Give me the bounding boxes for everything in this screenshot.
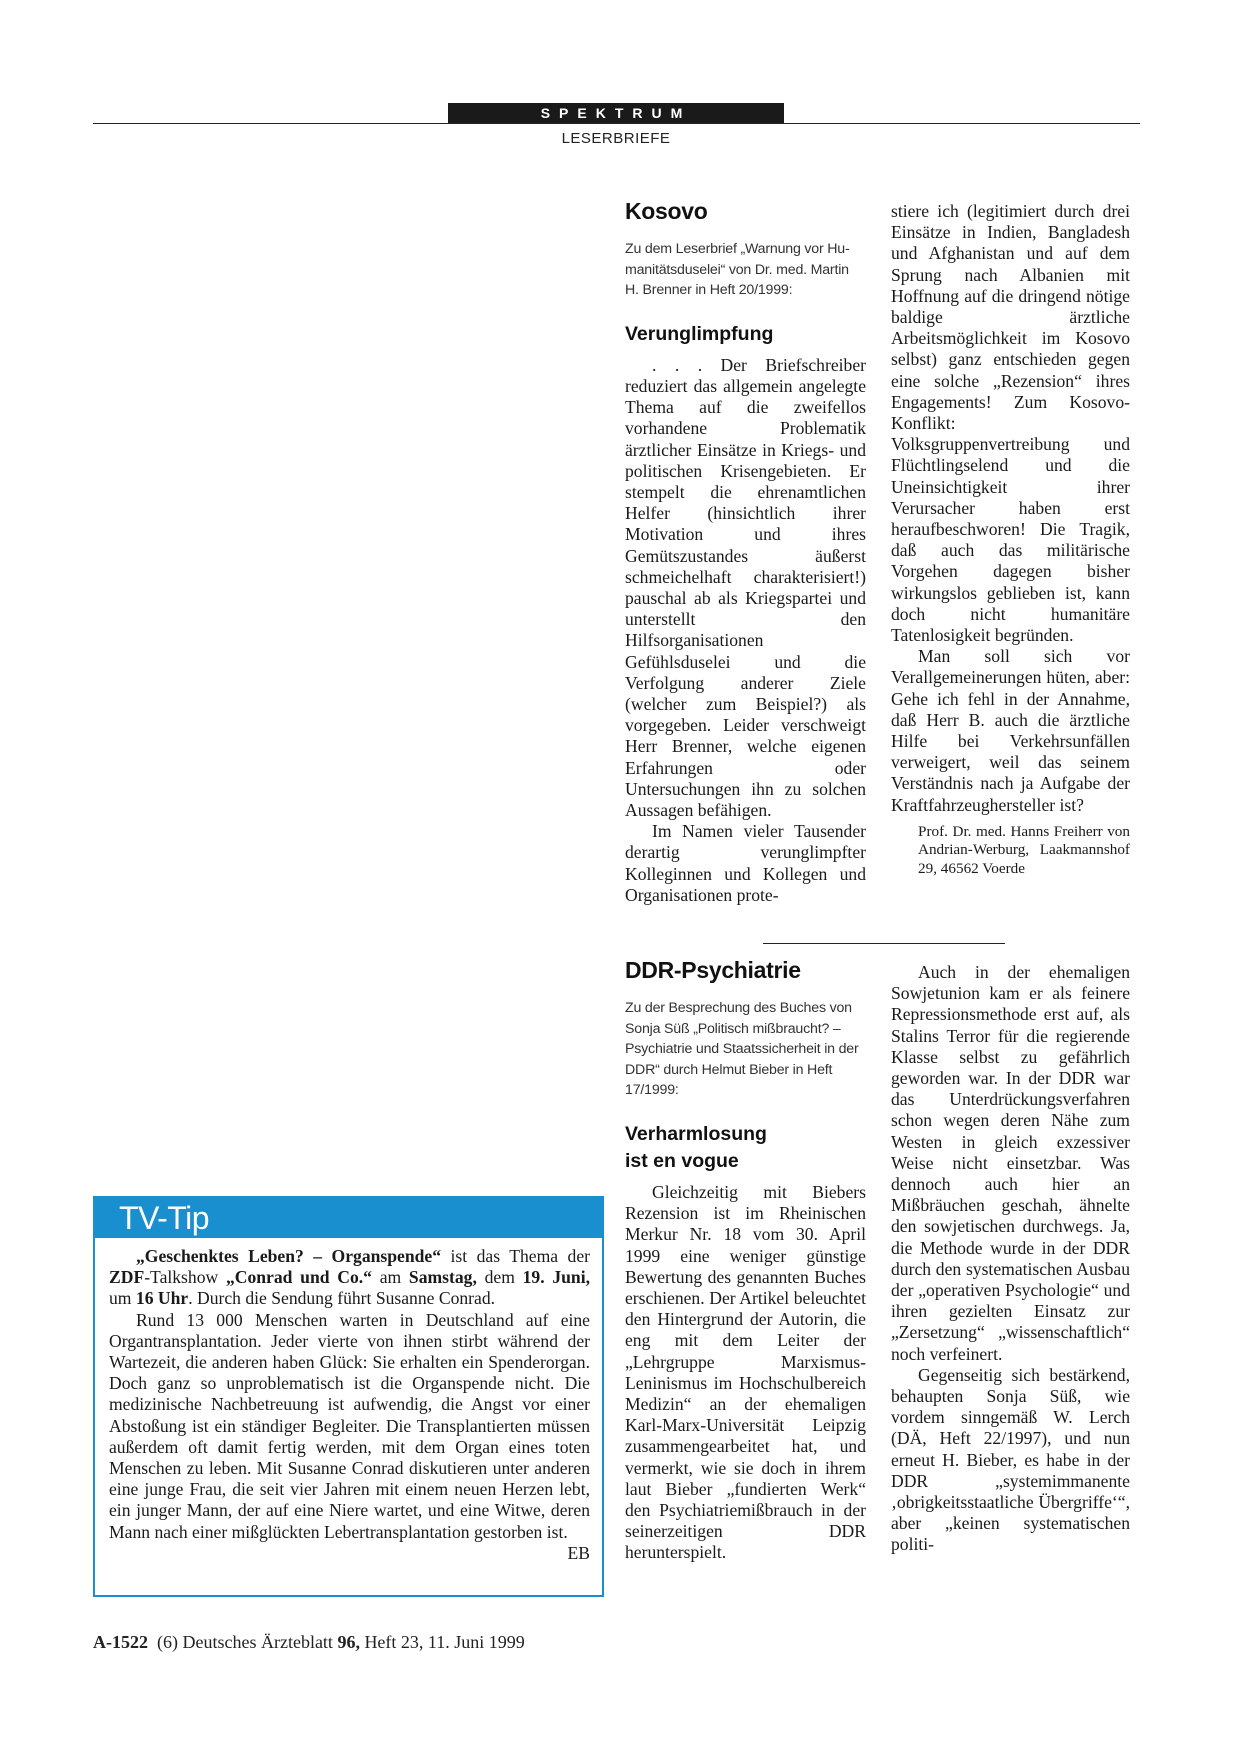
ddr-title: DDR-Psychiatrie xyxy=(625,957,801,983)
issue-info: Heft 23, 11. Juni 1999 xyxy=(359,1632,525,1652)
show-title: „Geschenktes Leben? – Organspende“ xyxy=(136,1246,442,1266)
kosovo-paragraph: Im Namen vieler Tausender derartig verunglimpfter Kolleginnen und Kollegen und Organisationen prote- xyxy=(625,821,866,905)
section-banner: SPEKTRUM xyxy=(448,103,784,123)
ddr-intro: Zu der Besprechung des Buches von Sonja Süß „Politisch mißbraucht? – Psychiatrie und Staatssicherheit in der DDR“ durch Helmut Bieber in Heft 17/1999: xyxy=(625,1000,859,1099)
broadcast-time: 16 Uhr xyxy=(135,1288,189,1309)
kosovo-paragraph: Man soll sich vor Verallgemeinerungen hüten, aber: Gehe ich fehl in der Annahme, daß Herr B. auch die ärztliche Hilfe bei Verkehrsunfällen verweigert, weil das seinem Verständnis nach ja Aufgabe der Kraftfahrzeughersteller ist? xyxy=(891,646,1130,815)
text-run: Rund 13 000 Menschen warten in Deutschland auf eine Organtransplantation. Jeder vierte von ihnen stirbt während der Wartezeit, die anderen haben Glück: Sie erhalten ein Spenderorgan. Doch ganz so unproblematisch ist die Organspende nicht. Die medizinische Nachbetreuung ist aufwendig, die Angst vor einer Abstoßung ist ein ständiger Begleiter. Die Transplantierten müssen außerdem oft damit fertig werden, mit dem Organ eines toten Menschen zu leben. Mit Susanne Conrad diskutieren unter anderen eine junge Frau, die seit vier Jahren mit einem neuen Herzen lebt, ein junger Mann, der auf eine Niere wartet, und eine Witwe, deren Mann nach einer mißglückten Lebertransplantation gestorben ist. xyxy=(109,1309,590,1542)
kosovo-paragraph: . . . Der Briefschreiber reduziert das allgemein angelegte Thema auf die zweifellos vorhandene Problematik ärztlicher Einsätze in Kriegs- und politischen Krisengebieten. Er stempelt die ehrenamtlichen Helfer (hinsichtlich ihrer Motivation und ihres Gemütszustandes äußerst schmeichelhaft charakterisiert!) pauschal ab als Kriegspartei und unterstellt den Hilfsorganisationen Gefühlsduselei und die Verfolgung anderer Ziele (welcher zum Beispiel?) als vorgegeben. Leider verschweigt Herr Brenner, welche eigenen Erfahrungen oder Untersuchungen ihn zu solchen Aussagen befähigen. xyxy=(625,354,866,821)
text-run: am xyxy=(371,1267,409,1288)
text-run: ist das Thema der xyxy=(441,1246,590,1266)
channel-name: ZDF xyxy=(109,1267,145,1288)
broadcast-day: Samstag, xyxy=(408,1267,477,1288)
ddr-column-right xyxy=(891,962,1130,1556)
ddr-column-left xyxy=(625,955,866,1564)
tv-tip-box xyxy=(93,1196,604,1597)
kosovo-intro: Zu dem Leserbrief „Warnung vor Hu-manitätsduselei“ von Dr. med. Martin H. Brenner in Heft 20/1999: xyxy=(625,241,850,299)
text-run: -Talkshow xyxy=(144,1267,226,1288)
volume-number: 96, xyxy=(337,1632,360,1652)
ddr-subtitle-line2: ist en vogue xyxy=(625,1149,739,1172)
broadcast-date: 19. Juni, xyxy=(522,1267,591,1288)
kosovo-signature: Prof. Dr. med. Hanns Freiherr von Andrian-Werburg, Laakmannshof 29, 46562 Voerde xyxy=(918,822,1130,878)
tv-tip-body xyxy=(95,1238,602,1563)
ddr-paragraph: Auch in der ehemaligen Sowjetunion kam er als feinere Repressionsmethode erst auf, als Stalins Terror für die regierende Klasse selbst zu gefährlich geworden war. In der DDR war das Unterdrückungsverfahren schon wegen deren Nähe zum Westen in gleich exzessiver Weise nicht einsetzbar. Was dennoch auch hier an Mißbräuchen geschah, ähnelte den sowjetischen durchwegs. Ja, die Methode wurde in der DDR durch den systematischen Ausbau der „operativen Psychologie“ und ihren gezielten Einsatz zur „Zersetzung“ „wissenschaftlich“ noch verfeinert. xyxy=(891,962,1130,1364)
kosovo-paragraph: stiere ich (legitimiert durch drei Einsätze in Indien, Bangladesh und Afghanistan und auf dem Sprung nach Albanien mit Hoffnung auf die dringend nötige baldige ärztliche Arbeitsmöglichkeit im Kosovo selbst) ganz entschieden gegen eine solche „Rezension“ ihres Engagements! Zum Kosovo-Konflikt: Volksgruppenvertreibung und Flüchtlingselend und die Uneinsichtigkeit ihrer Verursacher haben erst heraufbeschworen! Die Tragik, daß auch das militärische Vorgehen dagegen bisher wirkungslos geblieben ist, kann doch nicht humanitäre Tatenlosigkeit begründen. xyxy=(891,201,1130,646)
text-run: . Durch die Sendung führt Susanne Conrad. xyxy=(188,1288,496,1309)
tv-tip-title: TV-Tip xyxy=(95,1198,602,1238)
ddr-paragraph: Gleichzeitig mit Biebers Rezension ist im Rheinischen Merkur Nr. 18 vom 30. April 1999 eine weniger günstige Bewertung des genannten Buches erschienen. Der Artikel beleuchtet den Hintergrund der Autorin, die eng mit dem Leiter der „Lehrgruppe Marxismus-Leninismus im Hochschulbereich Medizin“ an der ehemaligen Karl-Marx-Universität Leipzig zusammengearbeitet hat, und vermerkt, wie sie doch in ihrem laut Bieber „fundierten Werk“ den Psychiatriemißbrauch in der seinerzeitigen DDR herunterspielt. xyxy=(625,1181,866,1563)
tv-tip-paragraph xyxy=(109,1246,590,1310)
tv-tip-paragraph xyxy=(109,1309,590,1563)
ddr-subtitle-line1: Verharmlosung xyxy=(625,1122,767,1145)
tv-tip-signoff: EB xyxy=(567,1542,590,1563)
ddr-paragraph: Gegenseitig sich bestärkend, behaupten Sonja Süß, wie vordem sinngemäß W. Lerch (DÄ, Heft 22/1997), und nun erneut H. Bieber, es habe in der DDR „systemimmanente ‚obrigkeitsstaatliche Übergriffe‘“, aber „keinen systematischen politi- xyxy=(891,1364,1130,1555)
journal-name: (6) Deutsches Ärzteblatt xyxy=(157,1632,338,1652)
talkshow-name: „Conrad und Co.“ xyxy=(225,1267,372,1288)
kosovo-column-left xyxy=(625,196,866,906)
page-footer xyxy=(93,1632,525,1653)
kosovo-column-right xyxy=(891,201,1130,879)
text-run: dem xyxy=(476,1267,523,1288)
text-run: um xyxy=(109,1288,136,1309)
kosovo-subtitle: Verunglimpfung xyxy=(625,322,774,345)
article-divider xyxy=(763,943,1005,944)
page-number: A-1522 xyxy=(93,1632,148,1652)
kosovo-title: Kosovo xyxy=(625,198,708,224)
header-rule xyxy=(93,123,1140,124)
section-label: LESERBRIEFE xyxy=(561,130,671,147)
